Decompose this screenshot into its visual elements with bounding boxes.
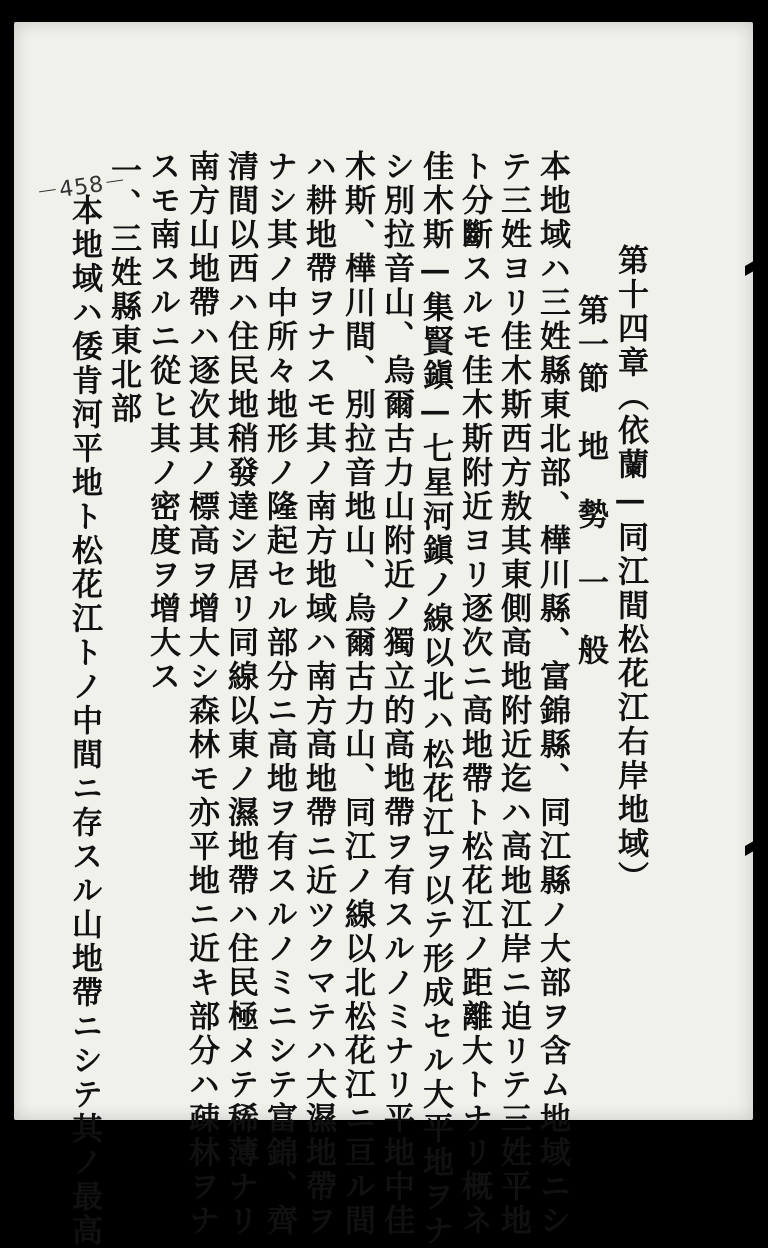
body-column: 木斯、樺川間、別拉音地山、烏爾古力山、同江ノ線以北松花江ニ亘ル間	[339, 150, 375, 1238]
body-column: スモ南スルニ從ヒ其ノ密度ヲ增大ス	[144, 150, 180, 694]
subsection-text: 本地域ハ倭肯河平地ト松花江トノ中間ニ存スル山地帶ニシテ其ノ最高	[66, 194, 102, 1248]
body-column: ト分斷スルモ佳木斯附近ヨリ逐次ニ高地帶ト松花江ノ距離大トナリ概ネ	[456, 150, 492, 1238]
body-column: 佳木斯—集賢鎭—七星河鎭ノ線以北ハ松花江ヲ以テ形成セル大平地ヲナ	[417, 150, 453, 1248]
body-column: ハ耕地帶ヲナスモ其ノ南方地域ハ南方高地帶ニ近ツクマテハ大濕地帶ヲ	[300, 150, 336, 1238]
body-column: シ別拉音山、烏爾古力山附近ノ獨立的高地帶ヲ有スルノミナリ平地中佳	[378, 150, 414, 1238]
body-column: ナシ其ノ中所々地形ノ隆起セル部分ニ高地ヲ有スルノミニシテ富錦、齊	[261, 150, 297, 1238]
body-column: 南方山地帶ハ逐次其ノ標高ヲ增大シ森林モ亦平地ニ近キ部分ハ疎林ヲナ	[183, 150, 219, 1238]
page-number: －458－	[34, 168, 129, 207]
edge-mark	[745, 838, 759, 856]
document-page	[14, 22, 753, 1248]
body-column: テ三姓ヨリ佳木斯西方敖其東側高地附近迄ハ高地江岸ニ迫リテ三姓平地	[495, 150, 531, 1238]
subsection-heading: 一、三姓縣東北部	[105, 154, 141, 426]
body-column: 清間以西ハ住民地稍發達シ居リ同線以東ノ濕地帶ハ住民極メテ稀薄ナリ	[222, 150, 258, 1238]
section-title: 第一節 地 勢 一 般	[572, 294, 608, 668]
chapter-title: 第十四章（依蘭—同江間松花江右岸地域）	[612, 244, 648, 895]
body-column: 本地域ハ三姓縣東北部、樺川縣、富錦縣、同江縣ノ大部ヲ含ム地域ニシ	[534, 150, 570, 1238]
edge-mark	[745, 258, 759, 276]
